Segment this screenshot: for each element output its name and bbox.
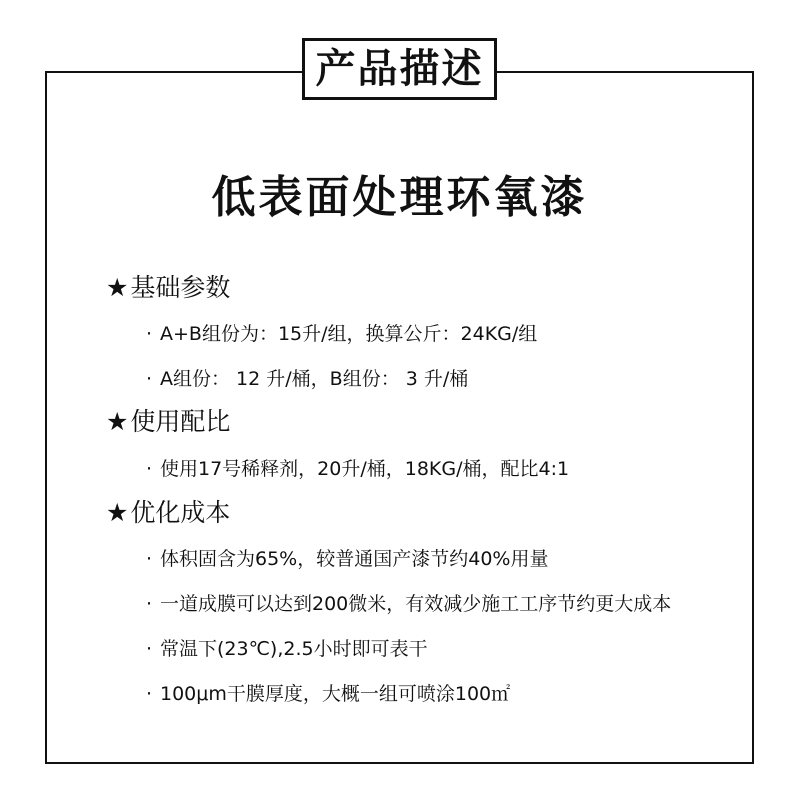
- list-item-text: 100μm干膜厚度，大概一组可喷涂100㎡: [160, 683, 511, 705]
- bullet-dot-icon: ·: [146, 323, 153, 345]
- list-item-text: 使用17号稀释剂，20升/桶，18KG/桶，配比4:1: [160, 458, 570, 480]
- section-heading-cost-optimization: [106, 497, 230, 529]
- list-item-text: 一道成膜可以达到200微米，有效减少施工工序节约更大成本: [160, 593, 672, 615]
- list-item: [146, 546, 548, 572]
- section-heading-label: 基础参数: [130, 273, 231, 302]
- page-title-text: 产品描述: [315, 46, 484, 92]
- list-item-text: A+B组份为：15升/组，换算公斤：24KG/组: [160, 323, 538, 345]
- bullet-dot-icon: ·: [146, 548, 153, 570]
- list-item: [146, 591, 671, 617]
- bullet-dot-icon: ·: [146, 683, 153, 705]
- list-item-text: 常温下(23℃),2.5小时即可表干: [160, 638, 428, 660]
- bullet-dot-icon: ·: [146, 368, 153, 390]
- list-item: [146, 456, 569, 482]
- section-heading-basic-params: [106, 272, 230, 304]
- list-item: [146, 681, 510, 707]
- list-item: [146, 321, 537, 347]
- bullet-dot-icon: ·: [146, 593, 153, 615]
- page-title: [302, 38, 497, 100]
- list-item-text: A组份： 12 升/桶，B组份： 3 升/桶: [160, 368, 469, 390]
- product-name: 低表面处理环氧漆: [211, 172, 588, 223]
- star-icon: ★: [106, 407, 129, 436]
- list-item-text: 体积固含为65%，较普通国产漆节约40%用量: [160, 548, 549, 570]
- bullet-dot-icon: ·: [146, 458, 153, 480]
- bullet-dot-icon: ·: [146, 638, 153, 660]
- list-item: [146, 366, 468, 392]
- section-heading-label: 使用配比: [130, 407, 231, 436]
- star-icon: ★: [106, 273, 129, 302]
- section-heading-usage-ratio: [106, 406, 230, 438]
- star-icon: ★: [106, 498, 129, 527]
- section-heading-label: 优化成本: [130, 498, 231, 527]
- list-item: [146, 636, 428, 662]
